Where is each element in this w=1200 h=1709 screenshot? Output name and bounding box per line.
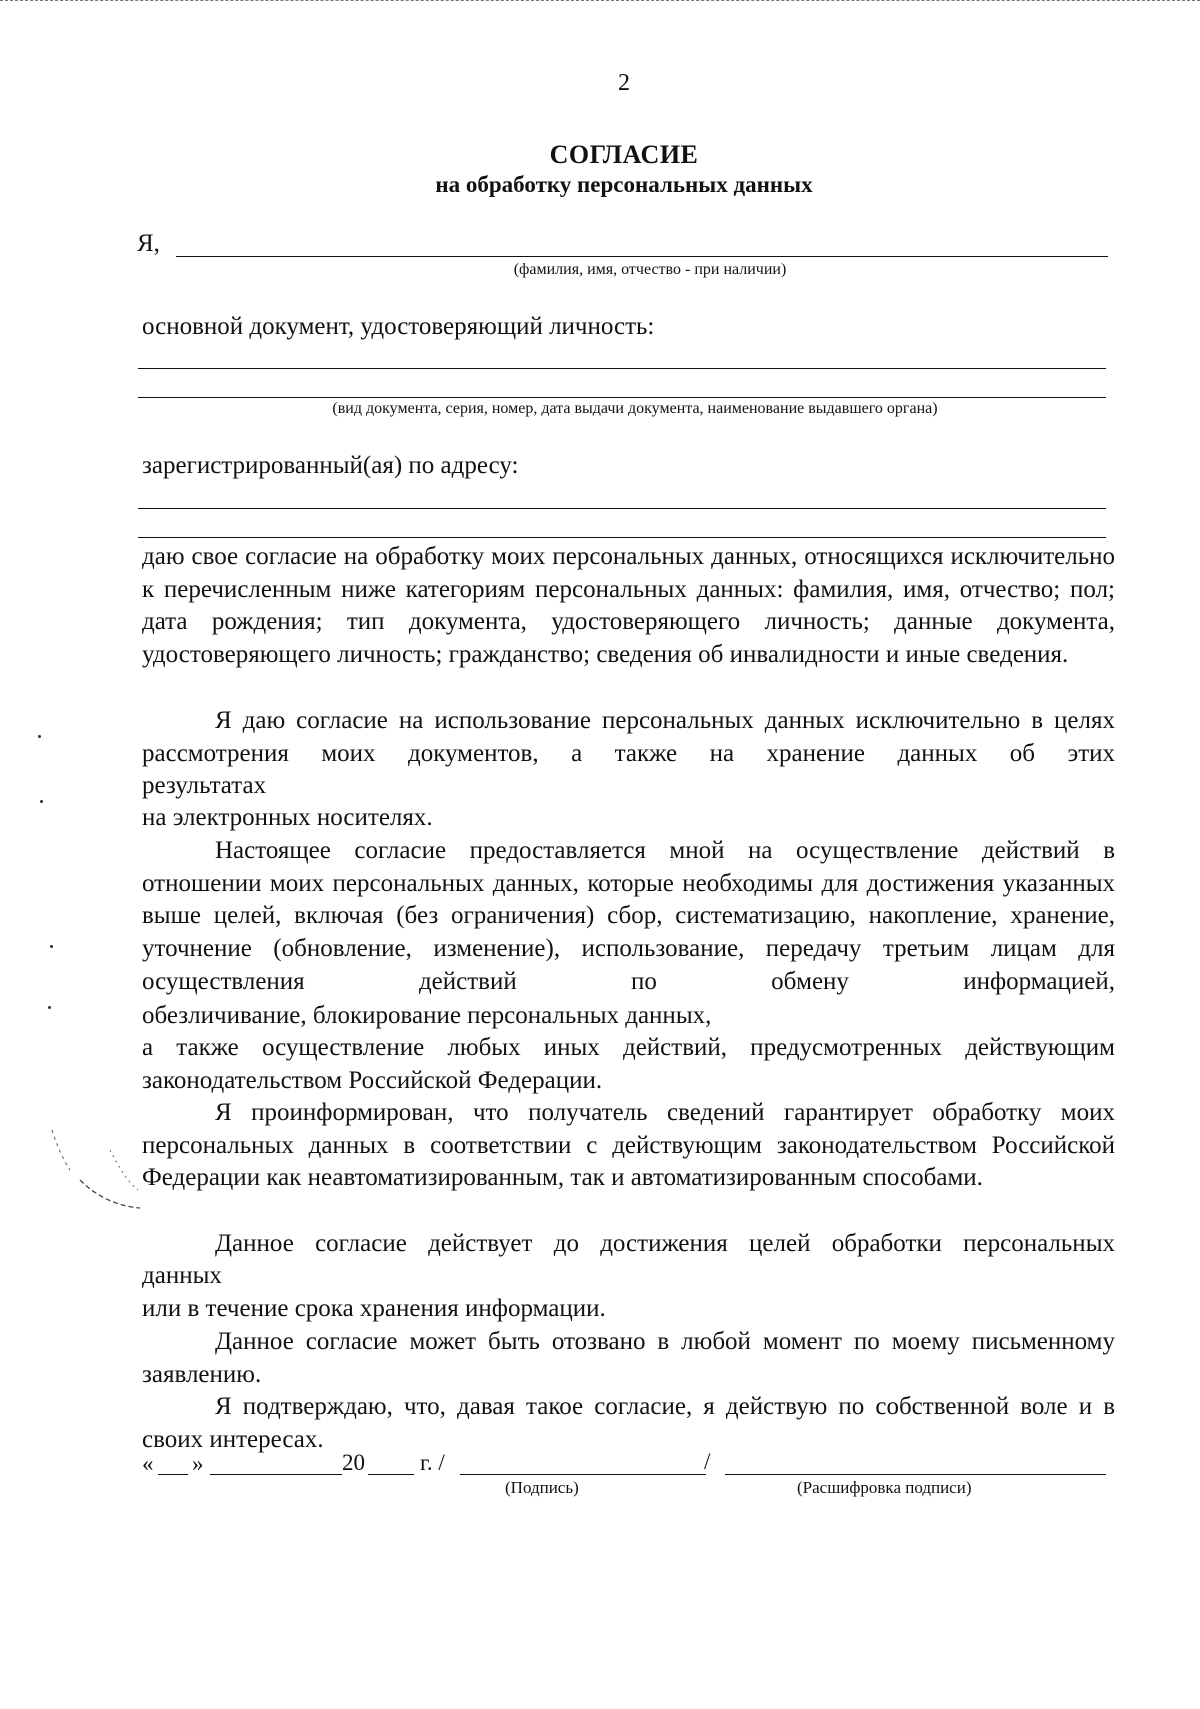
document-input-line-1[interactable] <box>138 368 1106 369</box>
name-input-line[interactable] <box>176 256 1108 257</box>
scan-speck <box>50 945 53 948</box>
address-input-line-2[interactable] <box>138 537 1106 538</box>
signature-separator: / <box>704 1449 711 1474</box>
document-title: СОГЛАСИЕ <box>549 140 699 169</box>
transcript-caption: (Расшифровка подписи) <box>797 1478 972 1497</box>
name-caption: (фамилия, имя, отчество - при наличии) <box>513 261 787 278</box>
signature-input-line[interactable] <box>460 1474 706 1475</box>
page-number: 2 <box>618 70 630 96</box>
document-input-line-2[interactable] <box>138 397 1106 398</box>
scan-speck <box>38 735 41 738</box>
actions-paragraph-end: законодательством Российской Федерации. <box>142 1067 603 1094</box>
validity-paragraph: Данное согласие действует до достижения целей обработки персональных <box>215 1230 1115 1257</box>
actions-paragraph: Настоящее согласие предоставляется мной на осуществление действий в отношении моих персональных данных, которые необходимы для достижения указанных выше целей, включая (без ограничения) сбор, систематизацию, накопление, хранение, уточнение (обновление, изменение), использование, передачу третьим лицам для осуществления действий по обмену информацией, <box>142 837 1115 995</box>
document-label: основной документ, удостоверяющий личность: <box>142 313 655 340</box>
signature-caption: (Подпись) <box>505 1478 579 1497</box>
informed-paragraph: Я проинформирован, что получатель сведений гарантирует обработку моих персональных данных в соответствии с действующим законодательством Российской Федерации как неавтоматизированным, так и автоматизированным способами. <box>142 1099 1115 1192</box>
usage-paragraph-cont: результатах <box>142 772 267 799</box>
scan-speck <box>48 1006 51 1009</box>
revocation-paragraph: Данное согласие может быть отозвано в любой момент по моему письменному заявлению. <box>142 1328 1115 1388</box>
consent-paragraph: даю свое согласие на обработку моих персональных данных, относящихся исключительно к перечисленным ниже категориям персональных данных: фамилия, имя, отчество; пол; дата рождения; тип документа, удостоверяющего личность; данные документа, удостоверяющего личность; гражданство; сведения об инвалидности и иные сведения. <box>142 543 1115 669</box>
year-input-line[interactable] <box>368 1474 414 1475</box>
scan-speck <box>40 800 43 803</box>
usage-paragraph-end: на электронных носителях. <box>142 804 433 831</box>
year-prefix: 20 <box>342 1450 365 1475</box>
usage-paragraph: Я даю согласие на использование персональных данных исключительно в целях рассмотрения моих документов, а также на хранение данных об этих <box>142 707 1115 767</box>
validity-paragraph-cont: данных <box>142 1262 222 1289</box>
confirmation-paragraph: Я подтверждаю, что, давая такое согласие, я действую по собственной воле и в своих интересах. <box>142 1393 1115 1453</box>
address-label: зарегистрированный(ая) по адресу: <box>142 452 519 479</box>
validity-paragraph-end: или в течение срока хранения информации. <box>142 1295 606 1322</box>
year-suffix: г. / <box>420 1450 445 1475</box>
document-subtitle: на обработку персональных данных <box>435 172 813 197</box>
actions-paragraph-cont: обезличивание, блокирование персональных данных, <box>142 1002 712 1029</box>
address-input-line-1[interactable] <box>138 508 1106 509</box>
month-input-line[interactable] <box>210 1474 342 1475</box>
actions-paragraph-cont-2: а также осуществление любых иных действий, предусмотренных действующим <box>142 1034 1115 1061</box>
name-prefix: Я, <box>137 230 160 257</box>
scan-edge <box>0 0 1200 5</box>
date-open-quote: « <box>142 1451 154 1476</box>
stamp-trace-icon <box>50 1110 140 1210</box>
document-caption: (вид документа, серия, номер, дата выдачи документа, наименование выдавшего органа) <box>332 400 938 417</box>
date-close-quote: » <box>192 1451 204 1476</box>
transcript-input-line[interactable] <box>725 1474 1106 1475</box>
day-input-line[interactable] <box>158 1474 188 1475</box>
